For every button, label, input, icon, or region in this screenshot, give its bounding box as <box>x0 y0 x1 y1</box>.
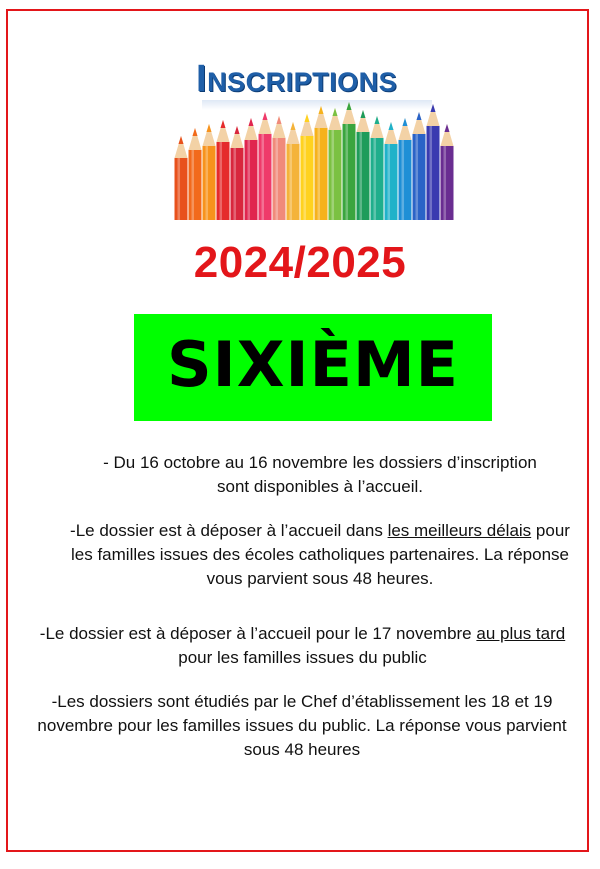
pencil-icon <box>371 116 384 220</box>
pencil-icon <box>301 114 314 220</box>
pencil-icon <box>329 108 342 220</box>
paragraph-availability <box>55 451 585 499</box>
pencil-icon <box>175 136 188 220</box>
pencil-icon <box>343 102 356 220</box>
p2-before: -Le dossier est à déposer à l’accueil dans <box>70 521 388 540</box>
grade-title: SIXIÈME <box>167 328 459 401</box>
p4-text: -Les dossiers sont étudiés par le Chef d’établissement les 18 et 19 novembre pour les familles issues du public. La réponse vous parvient sous 48 heures <box>37 692 567 759</box>
p1-line2: sont disponibles à l’accueil. <box>216 477 423 496</box>
paragraph-study <box>18 690 586 762</box>
pencil-icon <box>231 126 244 220</box>
p2-underlined: les meilleurs délais <box>387 521 532 540</box>
pencil-icon <box>357 110 370 220</box>
colored-pencils-icon <box>174 98 454 220</box>
p2-after: pour les familles issues des écoles catholiques partenaires. La réponse vous parvient sous 48 heures. <box>71 521 570 588</box>
pencil-icon <box>217 120 230 220</box>
p3-before: -Le dossier est à déposer à l’accueil pour le 17 novembre <box>39 624 477 643</box>
inscriptions-logo <box>174 58 454 220</box>
pencil-icon <box>385 122 398 220</box>
school-year: 2024/2025 <box>193 238 407 287</box>
pencil-icon <box>259 112 272 220</box>
pencil-icon <box>203 124 216 220</box>
p3-underlined: au plus tard <box>476 624 566 643</box>
pencil-icon <box>315 106 328 220</box>
pencil-icon <box>441 124 454 220</box>
pencil-icon <box>245 118 258 220</box>
pencil-icon <box>399 118 412 220</box>
paragraph-catholic-schools <box>60 519 580 591</box>
p3-after: pour les familles issues du public <box>178 648 427 667</box>
paragraph-public-deadline <box>30 622 575 670</box>
pencil-icon <box>287 122 300 220</box>
pencil-icon <box>273 116 286 220</box>
logo-title: INSCRIPTIONS <box>196 58 398 100</box>
p1-line1: - Du 16 octobre au 16 novembre les dossiers d’inscription <box>103 453 537 472</box>
pencil-icon <box>427 104 440 220</box>
pencil-icon <box>413 112 426 220</box>
pencil-icon <box>189 128 202 220</box>
grade-banner <box>134 314 492 421</box>
